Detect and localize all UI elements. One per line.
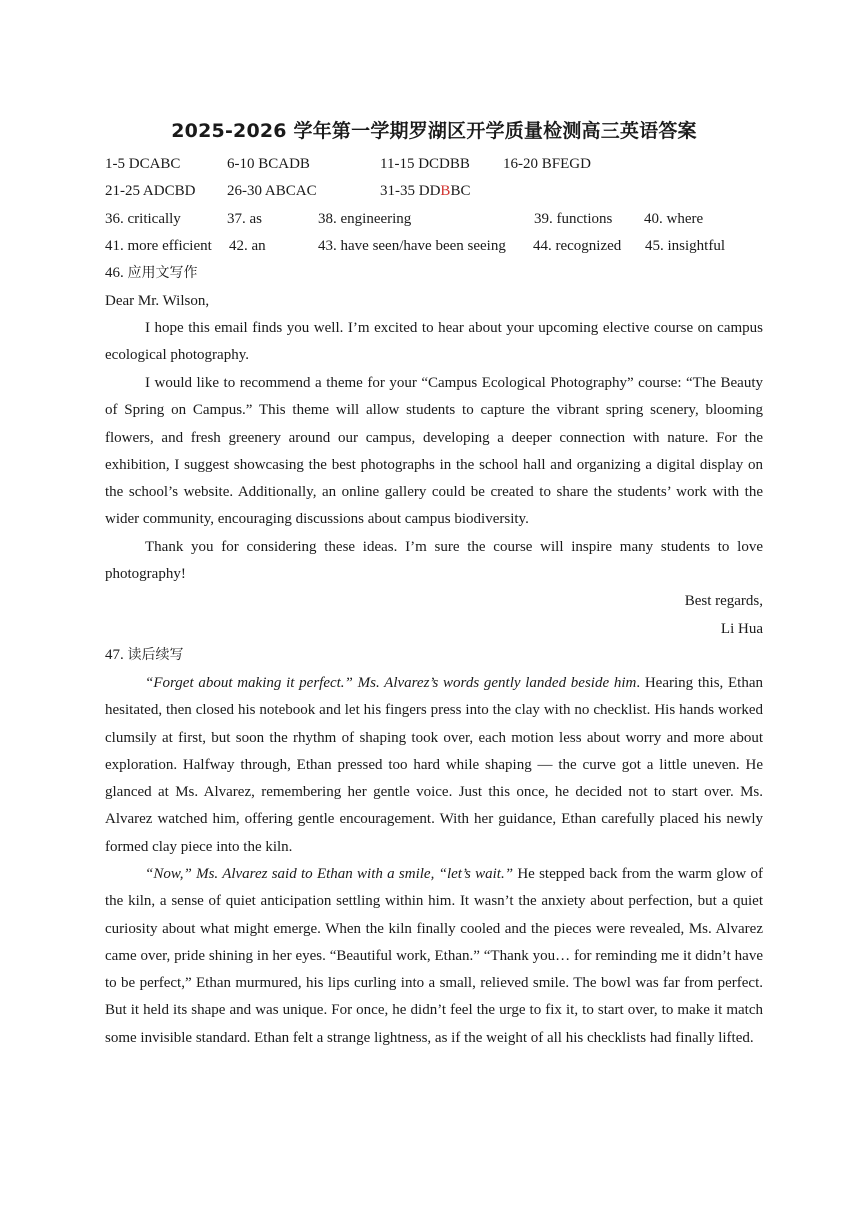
answer-42: 42. an xyxy=(229,238,266,254)
answer-37: 37. as xyxy=(227,211,262,227)
answer-40: 40. where xyxy=(644,211,704,227)
letter-closing: Best regards, xyxy=(684,593,763,609)
answer-44: 44. recognized xyxy=(533,238,622,254)
continuation-p2-opening: “Now,” Ms. Alvarez said to Ethan with a smile, “let’s wait.” xyxy=(145,866,514,882)
answer-16-20: 16-20 BFEGD xyxy=(503,156,591,172)
answer-43: 43. have seen/have been seeing xyxy=(318,238,506,254)
continuation-paragraph-1 xyxy=(105,670,763,861)
answer-38: 38. engineering xyxy=(318,211,412,227)
section-46-label xyxy=(105,262,198,284)
continuation-p2-body: He stepped back from the warm glow of the kiln, a sense of quiet anticipation settling within him. It wasn’t the anxiety about perfection, but a quiet curiosity about what might emerge. When the kiln finally cooled and the pieces were revealed, Ms. Alvarez came over, pride shining in her eyes. “Beautiful work, Ethan.” “Thank you… for reminding me it didn’t have to be perfect,” Ethan murmured, his lips curling into a small, relieved smile. The bowl was far from perfect. But it held its shape and was unique. For once, he didn’t feel the urge to fix it, to start over, to make it match some invisible standard. Ethan felt a strange lightness, as if the weight of all his checklists had finally lifted. xyxy=(105,866,763,1046)
answer-21-25: 21-25 ADCBD xyxy=(105,183,196,199)
letter-paragraph-2: I would like to recommend a theme for your “Campus Ecological Photography” course: “The Beauty of Spring on Campus.” This theme will allow students to capture the vibrant spring scenery, blooming flowers, and fresh greenery around our campus, developing a deeper connection with nature. For the exhibition, I suggest showcasing the best photographs in the school hall and organizing a digital display on the school’s website. Additionally, an online gallery could be created to share the students’ work with the wider community, encouraging discussions about campus biodiversity. xyxy=(105,375,763,528)
section-47-number: 47. xyxy=(105,647,124,663)
answer-11-15: 11-15 DCDBB xyxy=(380,156,470,172)
answer-45: 45. insightful xyxy=(645,238,726,254)
section-46-number: 46. xyxy=(105,265,124,281)
section-46-title: 应用文写作 xyxy=(127,265,198,281)
answer-31-35 xyxy=(380,180,470,202)
answer-26-30: 26-30 ABCAC xyxy=(227,183,317,199)
answer-6-10: 6-10 BCADB xyxy=(227,156,310,172)
letter-paragraph-3: Thank you for considering these ideas. I’m sure the course will inspire many students to love photography! xyxy=(105,539,763,583)
letter-paragraph-1: I hope this email finds you well. I’m excited to hear about your upcoming elective course on campus ecological photography. xyxy=(105,320,763,364)
continuation-paragraph-2 xyxy=(105,861,763,1052)
answer-36: 36. critically xyxy=(105,211,181,227)
answer-41: 41. more efficient xyxy=(105,238,212,254)
letter-salutation: Dear Mr. Wilson, xyxy=(105,293,210,309)
answer-39: 39. functions xyxy=(534,211,613,227)
letter-signature: Li Hua xyxy=(720,621,763,637)
answer-31-35-prefix: 31-35 DD xyxy=(380,183,441,199)
page-title: 2025-2026 学年第一学期罗湖区开学质量检测高三英语答案 xyxy=(171,120,697,142)
section-47-title: 读后续写 xyxy=(127,647,184,663)
continuation-p1-body: . Hearing this, Ethan hesitated, then closed his notebook and let his fingers press into the clay with no checklist. His hands worked clumsily at first, but soon the rhythm of shaping took over, each motion less about worry and more about exploration. Halfway through, Ethan pressed too hard while shaping — the curve got a little uneven. He glanced at Ms. Alvarez, remembering her gentle voice. Just this once, he decided not to start over. Ms. Alvarez watched him, offering gentle encouragement. With her guidance, Ethan carefully placed his newly formed clay piece into the kiln. xyxy=(105,675,763,855)
answer-1-5: 1-5 DCABC xyxy=(105,156,181,172)
continuation-p1-opening: “Forget about making it perfect.” Ms. Alvarez’s words gently landed beside him xyxy=(145,675,637,691)
answer-31-35-highlight: B xyxy=(440,183,451,199)
section-47-label xyxy=(105,644,184,666)
answer-31-35-suffix: BC xyxy=(450,183,471,199)
